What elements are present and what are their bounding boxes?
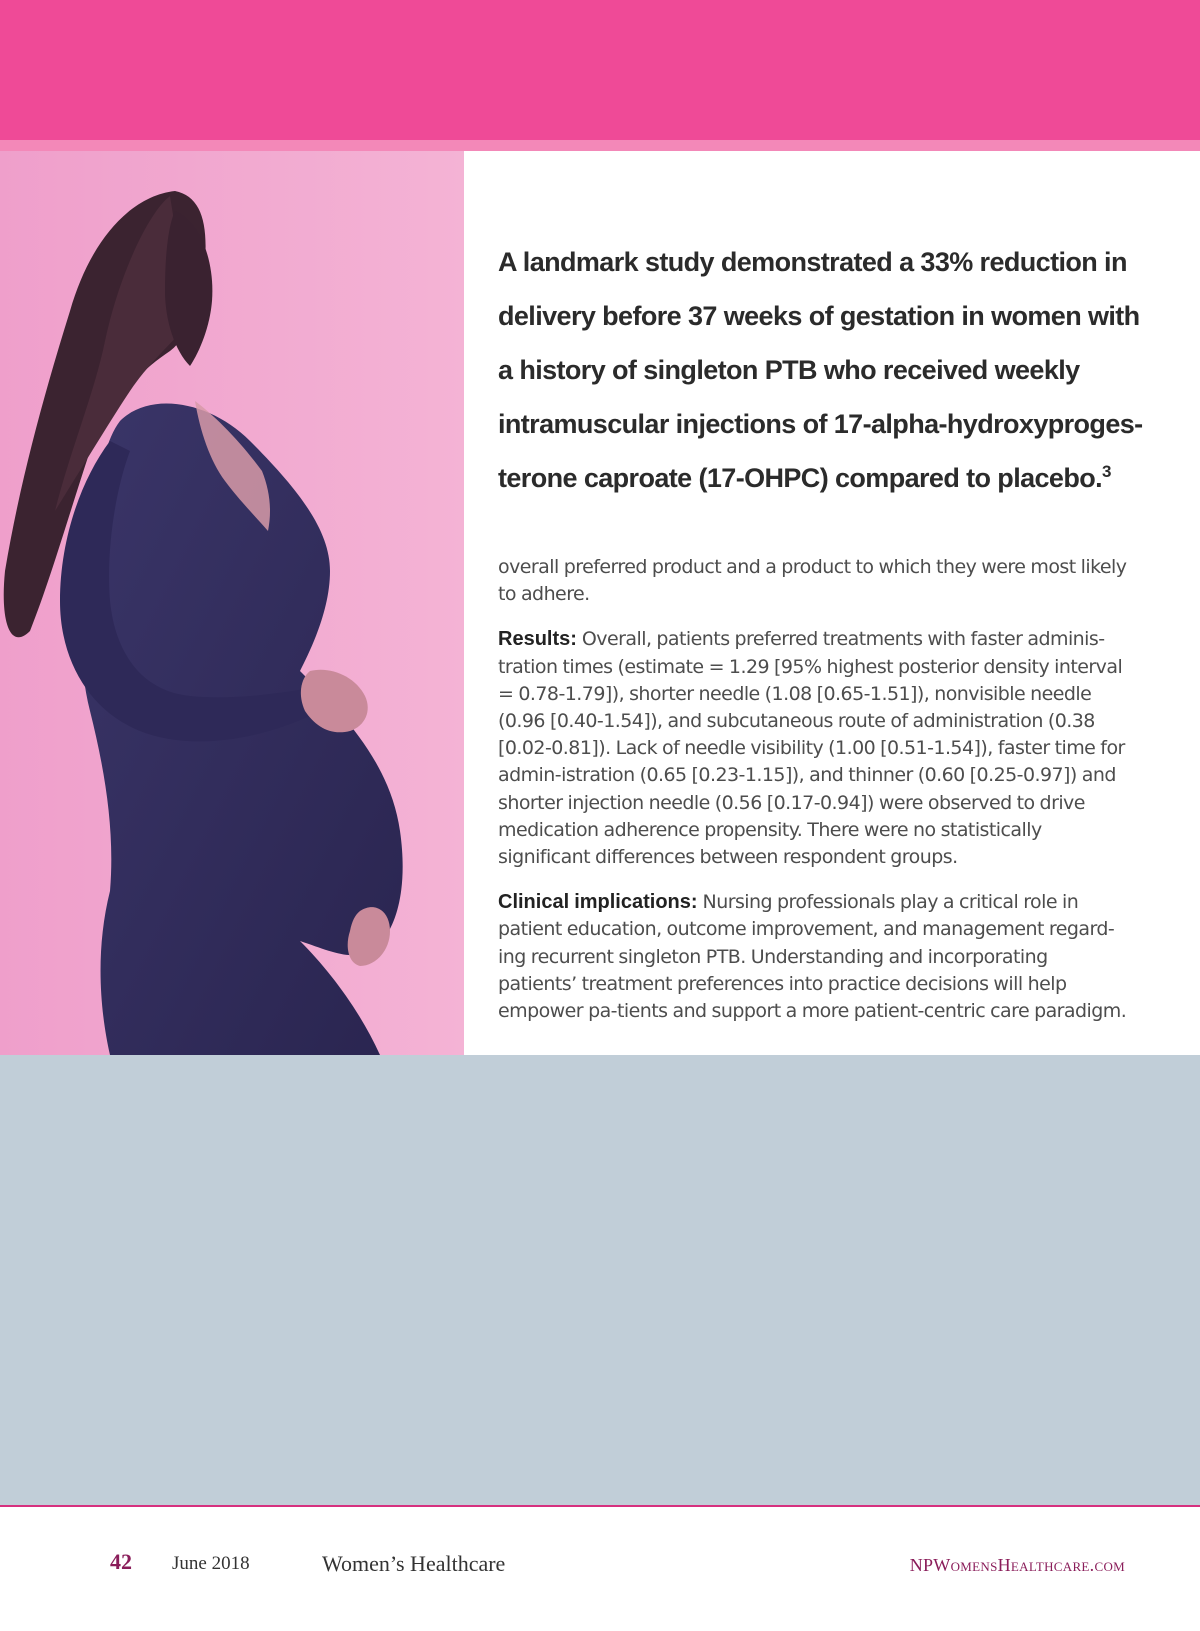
gray-panel [0, 1055, 1200, 1505]
pregnant-woman-silhouette-image [0, 151, 464, 1055]
issue-date: June 2018 [172, 1553, 250, 1574]
pullquote [498, 235, 1148, 505]
page-number: 42 [110, 1549, 132, 1574]
implications-text: Nursing professionals play a critical role in patient education, outcome improvement, and management regard-ing recurrent singleton PTB. Understanding and incorporating patients’ treatment preferences into practice decisions will help empower pa-tients and support a more patient-centric care paradigm. [498, 891, 1127, 1023]
implications-paragraph [498, 889, 1128, 1025]
results-text: Overall, patients preferred treatments with faster adminis-tration times (estimate = 1.29 [95% highest posterior density interval = 0.78-1.79]), shorter needle (1.08 [0.65-1.51]), nonvisible needle (0.96 [0.40-1.54]), and subcutaneous route of administration (0.38 [0.02-0.81]). Lack of needle visibility (1.00 [0.51-1.54]), faster time for admin-istration (0.65 [0.23-1.15]), and thinner (0.60 [0.25-0.97]) and shorter injection needle (0.56 [0.17-0.94]) were observed to drive medication adherence propensity. There were no statistically significant differences between respondent groups. [498, 628, 1125, 869]
pullquote-text: A landmark study demonstrated a 33% reduction in delivery before 37 weeks of gestation in women with a history of singleton PTB who received weekly intramuscular injections of 17-alpha-hydroxyproges-terone caproate (17-OHPC) compared to placebo. [498, 247, 1143, 493]
top-accent-stripe [0, 140, 1200, 151]
article-body [498, 554, 1128, 1043]
results-label: Results: [498, 628, 577, 651]
top-color-band [0, 0, 1200, 140]
pullquote-reference: 3 [1102, 462, 1111, 481]
magazine-title: Women’s Healthcare [322, 1551, 506, 1576]
implications-label: Clinical implications: [498, 891, 698, 914]
website-link[interactable]: NPWomensHealthcare.com [909, 1555, 1125, 1575]
pregnant-woman-photo [0, 151, 464, 1055]
intro-paragraph: overall preferred product and a product to which they were most likely to adhere. [498, 556, 1127, 606]
footer-rule [0, 1505, 1200, 1507]
page-footer [0, 1545, 1200, 1585]
article-content [464, 151, 1200, 1055]
results-paragraph [498, 626, 1128, 871]
